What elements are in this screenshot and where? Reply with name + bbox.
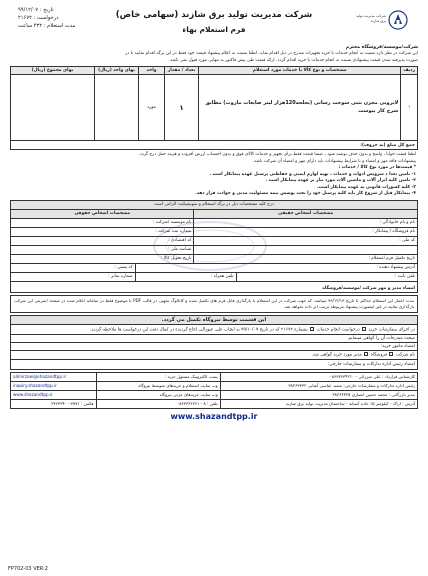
request-label: درخواست : [33, 15, 59, 21]
row-unit-price[interactable] [95, 75, 139, 141]
footer-r2-c2: وب سایت استعلام و خریدهای متوسط نیروگاه [96, 381, 220, 390]
sum-label[interactable]: جمع کل مبلغ (به حروف): [11, 141, 418, 150]
terms-line-2: پیشنهادات فاقد مهر و امضاء و یا شرایط پیشنهادات باید دارای مهر و امضاء آن شرکت باشد. [252, 158, 416, 164]
terms-line-7: ۴- پیمانکار قبل از شروع کار باید کلیه پرسنل خود را تحت پوشش بیمه مسئولیت مدنی و حوادث قرار دهد. [195, 191, 416, 196]
footer-r2-c1: رئیس اداره تدارکات و سفارشات خارجی: سعید عباسی آشانی ۳۸۲۶۳۳۳۲ [220, 381, 417, 390]
row1-prefix: در اجرای سفارشات خرید [368, 327, 415, 333]
col-description: مشخصات و نوع کالا یا خدمات مورد استعلام [199, 67, 401, 75]
terms-line-4: ۱- تامین تعدا د سرویس ادوات و خدمات ، تهیه لوازم ایمنی و حفاظتی پرسنل عهده پیمانکار است . [209, 171, 416, 177]
inquiry-link[interactable]: inquiry.shazandtpp.ir [11, 381, 97, 390]
footer-phone: تلفن : ۸ - ۰۸۶۳۳۶۲۶۶۱ [96, 399, 220, 408]
buyer-signature[interactable]: امضاء مامور خرید: [11, 343, 418, 351]
row1-a: درخواست انجام خدمات [316, 327, 360, 333]
col-quantity: تعداد / مقدار [165, 67, 199, 75]
national-code-field[interactable]: کد ملی : [194, 236, 418, 245]
footer-row [11, 399, 418, 408]
header [10, 4, 418, 44]
sum-row [11, 141, 418, 150]
footer-r1-c1: کارشناس قرارداد : علی میرزائی - ۰۸۶۳۳۶۳۴۲۱۰ [220, 372, 417, 381]
row-quantity: ۱ [165, 75, 199, 141]
terms-line-1: لطفا قیمت خوانا ، واضح و بدون حذف نوشته شود ، ضمنا قیمت فقط برای تجهیز و خدمات کالای فوق و بدون احتساب ارزش افزوده و هزینه حمل درج گردد. [138, 152, 416, 157]
date-value: ۹۹/۱۲/۰۷ [18, 7, 39, 13]
company-title: شرکت مدیریت تولید برق شازند (سهامی خاص) [115, 10, 313, 20]
economic-code-field[interactable]: کد اقتصادی : [11, 236, 194, 245]
national-id-field[interactable]: شناسه ملی : [11, 245, 194, 254]
website-banner[interactable]: www.shazandtpp.ir [170, 411, 258, 421]
footer-r1-c2: پست الکترونیک مسئول خرید : [96, 372, 220, 381]
col-unit-price: بهای واحد (ریال) [95, 67, 139, 75]
terms-block [10, 152, 418, 198]
procurement-head-signature[interactable]: امضاء رئیس اداره تدارکات و سفارشات خارجی: [11, 359, 418, 369]
validity-notice: مدت اعتبار این استعلام حداکثر تا تاریخ ۹۹/۱۲/۱۳ میباشد. که جهت شرکت در این استعلام با بارگذاری فایل فرم های تکمیل شده و کاتالوگ تجهیز، در قالب PDF با موضوع فقط در سامانه اعلام شده در صفحه اینترنتی این شرکت بارگذاری نمایید در غیر اینصورت پیشنهاد مربوطه ترتیب اثر داده نخواهد شد. [10, 295, 418, 314]
result-row-4 [11, 351, 418, 360]
registration-field[interactable]: شماره ثبت شرکت : [11, 227, 194, 236]
footer-row [11, 390, 418, 399]
company-checkbox[interactable] [389, 352, 393, 356]
row4-label: نام شرکت [395, 352, 415, 358]
company-logo [350, 10, 408, 34]
logo-mark-icon [388, 10, 408, 30]
col-unit: واحد [139, 67, 165, 75]
form-date-field[interactable]: تاریخ تکمیل فرم استعلام : [194, 254, 418, 263]
result-row-1 [11, 325, 418, 335]
col-index: ردیف [401, 67, 418, 75]
watermark-stamp-icon [150, 218, 270, 274]
col-total-price: بهای مجموع (ریال) [11, 67, 95, 75]
seller-signature[interactable]: امضاء مدیر و مهر شرکت /موسسه/فروشگاه [11, 281, 418, 292]
intro-line-2: صورت پذیرفته شدن قیمت پیشنهادی نسبت به انجام خدمات یا خرید اقدام گردد. ارائه قیمت طی پیش فاکتور به تنهایی مورد قبول نمی باشد. [168, 57, 418, 63]
footer-row [11, 381, 418, 390]
terms-line-3: * قیمت‌ها در مورد نوع کالا / خدمات : [338, 165, 416, 170]
logo-text: شرکت مدیریت تولید برق شازند [356, 14, 386, 23]
company-name-field[interactable]: نام موسسه /شرکت : [11, 218, 194, 227]
date-label: تاریخ : [39, 7, 54, 13]
seller-caption: درج کلیه مشخصات ذیل در برگه استعلام و سوتیفیکیت الزامی است [11, 200, 418, 209]
landline-field[interactable]: تلفن ثابت : [236, 272, 417, 281]
terms-line-6: ۳- کلیه کسورات قانونی به عهده پیمانکار است. [317, 184, 416, 190]
footer-fax: فکس : ۳۸۷۱-۳۳۶۳۳۴۰۰ [11, 399, 97, 408]
result-table [10, 315, 418, 370]
row1-b: بشماره ۲۱۶۷۲ که در تاریخ ۹۹/۱۰/۰۹ به ایجاب علی عیورالی (جاع گردیده در کمال دقت این درخواست ها ملاحظه گردید. [89, 327, 308, 333]
row-total-price[interactable] [11, 75, 95, 141]
result-header: این قسمت توسط نیروگاه تکمیل می گردد. [11, 316, 418, 325]
footer-r3-c2: وب سایت خریدهای جزئی نیروگاه [96, 390, 220, 399]
items-header-row [11, 67, 418, 75]
row4-mid: فروشگاه [370, 352, 387, 358]
email-link[interactable]: alimirzaei@shazandtpp.ir [11, 372, 97, 381]
row4-end: مدیر مورد خرید گواهی شد. [311, 352, 362, 358]
address-field[interactable]: آدرس پیشنهاد دهنده : [135, 263, 417, 272]
contact-footer-table [10, 372, 418, 409]
table-row [11, 75, 418, 141]
mobile-field[interactable]: تلفن همراه : [135, 272, 236, 281]
greeting: شرکت/موسسه/فروشگاه محترم [345, 45, 418, 50]
postal-code-field[interactable]: کد پستی : [11, 263, 136, 272]
form-code: FP702-03 VER:2 [8, 566, 48, 572]
website-link[interactable]: www.shazandtpp.ir [11, 390, 97, 399]
result-row-2: صحت مندرجات آن را گواهی مینمایم. [11, 335, 418, 343]
fax-field[interactable]: شماره نمابر : [11, 272, 136, 281]
footer-row [11, 372, 418, 381]
name-field[interactable]: نام و نام خانوادگی : [194, 218, 418, 227]
purchase-checkbox[interactable] [362, 327, 366, 331]
legal-person-header: مشخصات اشخاص حقوقی [11, 209, 194, 218]
header-meta: تاریخ : ۹۹/۱۲/۰۷ درخواست : ۲۱۶۷۲ مدت استعلام : ۴۳۲ ساعت [18, 7, 76, 29]
footer-address: آدرس : اراک - کیلومتر ۱۵ جاده آستانه - ساختمان مدیریت تولید برق شازند [220, 399, 417, 408]
real-person-header: مشخصات اشخاص حقیقی [194, 209, 418, 218]
items-table [10, 66, 418, 150]
delivery-date-field[interactable]: تاریخ تحویل کالا : [11, 254, 194, 263]
service-checkbox[interactable] [310, 327, 314, 331]
shop-checkbox[interactable] [364, 352, 368, 356]
validity-value: ۴۳۲ ساعت [18, 23, 43, 29]
request-value: ۲۱۶۷۲ [18, 15, 32, 21]
validity-label: مدت استعلام [47, 23, 76, 29]
row-unit: مورد [139, 75, 165, 141]
footer-r3-c1: مدیر بازرگانی : محمد حسین انصاری ۳۸۲۶۳۳۲۵ [220, 390, 417, 399]
intro-line-1: این شرکت در نظر دارد نسبت به انجام خدمات یا خرید تجهیزات مندرج در ذیل اقدام نماید. لطفا نسبت به اعلام پیشنهاد قیمت خود فقط در این برگه اقدام نمایید تا در [125, 51, 418, 56]
row-description: لایروبی مخزن بتنی سوخت رسانی (بحلجه120هزار لیتر ضایعات مازوت) مطابق شرح کار پیوست [199, 75, 401, 141]
terms-line-5: ۲- تامین کلیه ابزار آلات و ماشین آلات مورد نیاز بر عهده پیمانکار است . [265, 178, 416, 183]
row-index: ۱ [401, 75, 418, 141]
shop-name-field[interactable]: نام فروشگاه / پیمانکار : [194, 227, 418, 236]
form-title: فرم استعلام بهاء [182, 25, 246, 34]
